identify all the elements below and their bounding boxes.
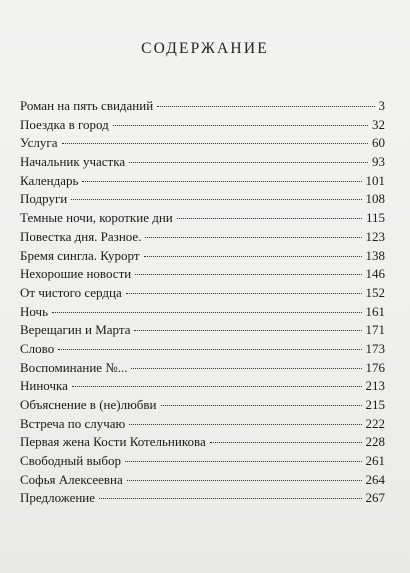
toc-row <box>20 340 385 359</box>
toc-title: Объяснение в (не)любви <box>20 397 157 412</box>
toc-leader-dots <box>210 442 362 443</box>
toc-title: Свободный выбор <box>20 453 121 469</box>
toc-leader-dots <box>99 498 361 499</box>
toc-title: Темные ночи, короткие дни <box>20 210 173 226</box>
toc-page-number: 222 <box>365 415 385 431</box>
toc-row <box>20 247 385 266</box>
toc-leader-dots <box>113 125 368 126</box>
toc-page-number: 32 <box>372 116 385 132</box>
toc-page-number: 138 <box>365 247 385 263</box>
toc-row <box>20 471 385 490</box>
toc-title: Верещагин и Марта <box>20 322 131 338</box>
toc-page-number: 152 <box>365 284 385 300</box>
toc-row <box>20 116 385 135</box>
toc-row <box>20 377 385 396</box>
toc-title: Нехорошие новости <box>20 266 132 282</box>
toc-page-number: 161 <box>365 303 385 319</box>
toc-title: Календарь <box>20 172 79 188</box>
toc-title: Роман на пять свиданий <box>20 98 154 113</box>
toc-row <box>20 396 385 415</box>
toc-title: Подруги <box>20 191 68 207</box>
toc-leader-dots <box>71 199 361 200</box>
toc-row <box>20 359 385 378</box>
toc-title: Бремя сингла. Курорт <box>20 247 140 263</box>
toc-page-number: 261 <box>365 453 385 469</box>
toc-title: Услуга <box>20 135 58 151</box>
toc-leader-dots <box>125 461 362 462</box>
toc-title: Начальник участка <box>20 154 126 170</box>
toc-leader-dots <box>144 256 362 257</box>
toc-page-number: 267 <box>365 490 385 506</box>
toc-title: Ночь <box>20 303 49 319</box>
toc-leader-dots <box>72 386 362 387</box>
toc-row <box>20 433 385 452</box>
page-title: СОДЕРЖАНИЕ <box>141 40 269 57</box>
toc-row <box>20 153 385 172</box>
table-of-contents <box>20 97 385 508</box>
toc-page-number: 60 <box>372 135 385 151</box>
toc-page-number: 228 <box>365 434 385 450</box>
toc-page-number: 213 <box>365 378 385 394</box>
toc-title: Поездка в город <box>20 116 109 132</box>
toc-row <box>20 284 385 303</box>
toc-page-number: 115 <box>365 210 385 226</box>
toc-leader-dots <box>177 218 362 219</box>
toc-row <box>20 97 385 116</box>
toc-row <box>20 190 385 209</box>
toc-leader-dots <box>161 405 362 406</box>
toc-row <box>20 228 385 247</box>
toc-row <box>20 452 385 471</box>
toc-page-number: 171 <box>365 322 385 338</box>
toc-page-number: 173 <box>365 340 385 356</box>
toc-page-number: 215 <box>365 397 385 412</box>
toc-title: Первая жена Кости Котельникова <box>20 434 206 450</box>
toc-row <box>20 134 385 153</box>
toc-title: Ниночка <box>20 378 68 394</box>
toc-row <box>20 265 385 284</box>
toc-title: Воспоминание №... <box>20 359 128 375</box>
toc-leader-dots <box>127 480 362 481</box>
toc-leader-dots <box>129 162 368 163</box>
toc-title: Повестка дня. Разное. <box>20 228 142 244</box>
toc-title: Софья Алексеевна <box>20 471 123 487</box>
toc-row <box>20 172 385 191</box>
toc-title: От чистого сердца <box>20 284 122 300</box>
toc-row <box>20 321 385 340</box>
toc-leader-dots <box>157 106 374 107</box>
toc-page-number: 123 <box>365 228 385 244</box>
toc-leader-dots <box>134 330 361 331</box>
toc-title: Предложение <box>20 490 96 506</box>
toc-title: Встреча по случаю <box>20 415 126 431</box>
toc-page-number: 93 <box>372 154 385 170</box>
toc-leader-dots <box>52 312 361 313</box>
toc-page-number: 108 <box>365 191 385 207</box>
toc-leader-dots <box>145 237 361 238</box>
toc-title: Слово <box>20 340 55 356</box>
toc-leader-dots <box>82 181 361 182</box>
toc-page-number: 264 <box>365 471 385 487</box>
toc-page-number: 101 <box>365 172 385 188</box>
toc-leader-dots <box>135 274 361 275</box>
show-through-texture <box>150 520 300 521</box>
toc-leader-dots <box>62 143 368 144</box>
toc-page-number: 3 <box>378 98 385 113</box>
toc-row <box>20 303 385 322</box>
toc-leader-dots <box>129 424 361 425</box>
toc-row <box>20 489 385 508</box>
toc-leader-dots <box>58 349 361 350</box>
toc-leader-dots <box>126 293 362 294</box>
toc-leader-dots <box>131 368 361 369</box>
toc-row <box>20 209 385 228</box>
toc-page-number: 146 <box>365 266 385 282</box>
toc-row <box>20 415 385 434</box>
toc-page-number: 176 <box>365 359 385 375</box>
